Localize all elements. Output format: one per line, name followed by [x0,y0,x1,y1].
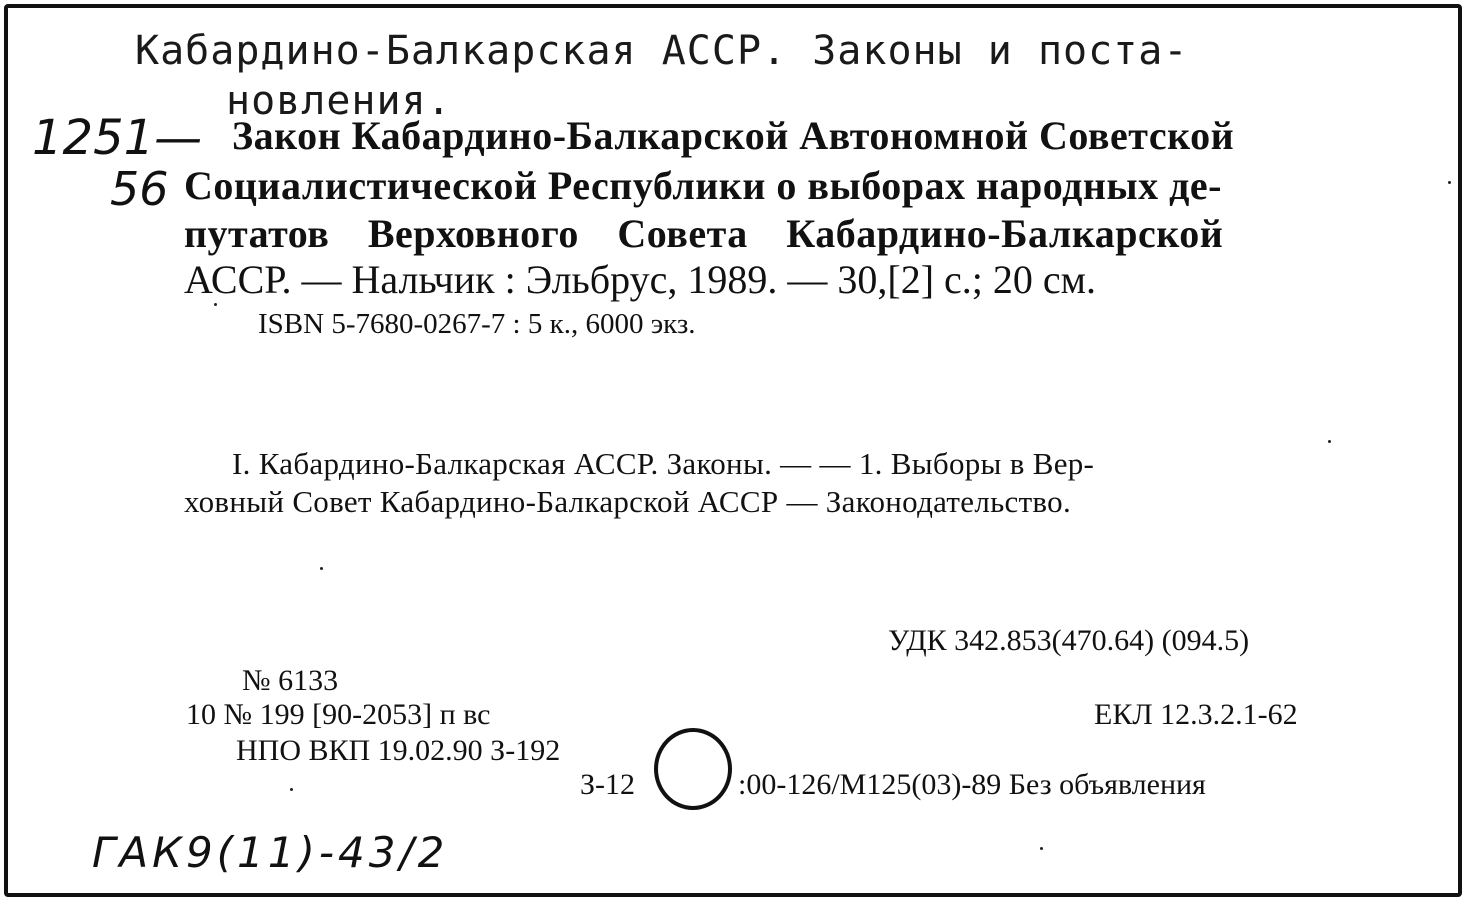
speck-6 [214,303,217,306]
body-line-1: Закон Кабардино-Балкарской Автономной Советской [232,113,1235,158]
stamp-circle [654,728,732,810]
speck-5 [320,567,323,570]
npo-line: НПО ВКП 19.02.90 З-192 [236,734,561,767]
card-heading-line2: новления. [226,78,452,124]
body-line-4: АССР. — Нальчик : Эльбрус, 1989. — 30,[2] с.; 20 см. [184,257,1096,302]
tracings-line-2: ховный Совет Кабардино-Балкарской АССР — Законодательство. [184,484,1072,519]
speck-3 [1040,847,1043,850]
udk-code: УДК 342.853(470.64) (094.5) [888,624,1250,657]
ekl-code: ЕКЛ 12.3.2.1-62 [1094,698,1298,731]
tracings-line-1: I. Кабардино-Балкарская АССР. Законы. — — 1. Выборы в Вер- [232,446,1095,481]
code-right: :00-126/М125(03)-89 Без объявления [738,768,1206,801]
handwritten-bottom-note: ГАК9(11)-43/2 [92,828,449,877]
speck-4 [290,788,293,791]
code-left: З-12 [580,768,636,801]
handwritten-call-number-line2: 56 [110,162,169,216]
handwritten-call-number-line1: 1251— [32,110,203,166]
order-line: 10 № 199 [90-2053] п вс [186,698,491,731]
speck-2 [1448,181,1451,184]
isbn-line: ISBN 5-7680-0267-7 : 5 к., 6000 экз. [258,308,696,340]
speck-1 [1328,440,1331,443]
body-line-3: путатов Верховного Совета Кабардино-Балкарской [184,211,1224,256]
body-line-2: Социалистической Республики о выборах народных де- [184,163,1222,208]
card-heading-line1: Кабардино-Балкарская АССР. Законы и поста- [135,28,1189,74]
card-number: № 6133 [242,664,339,697]
